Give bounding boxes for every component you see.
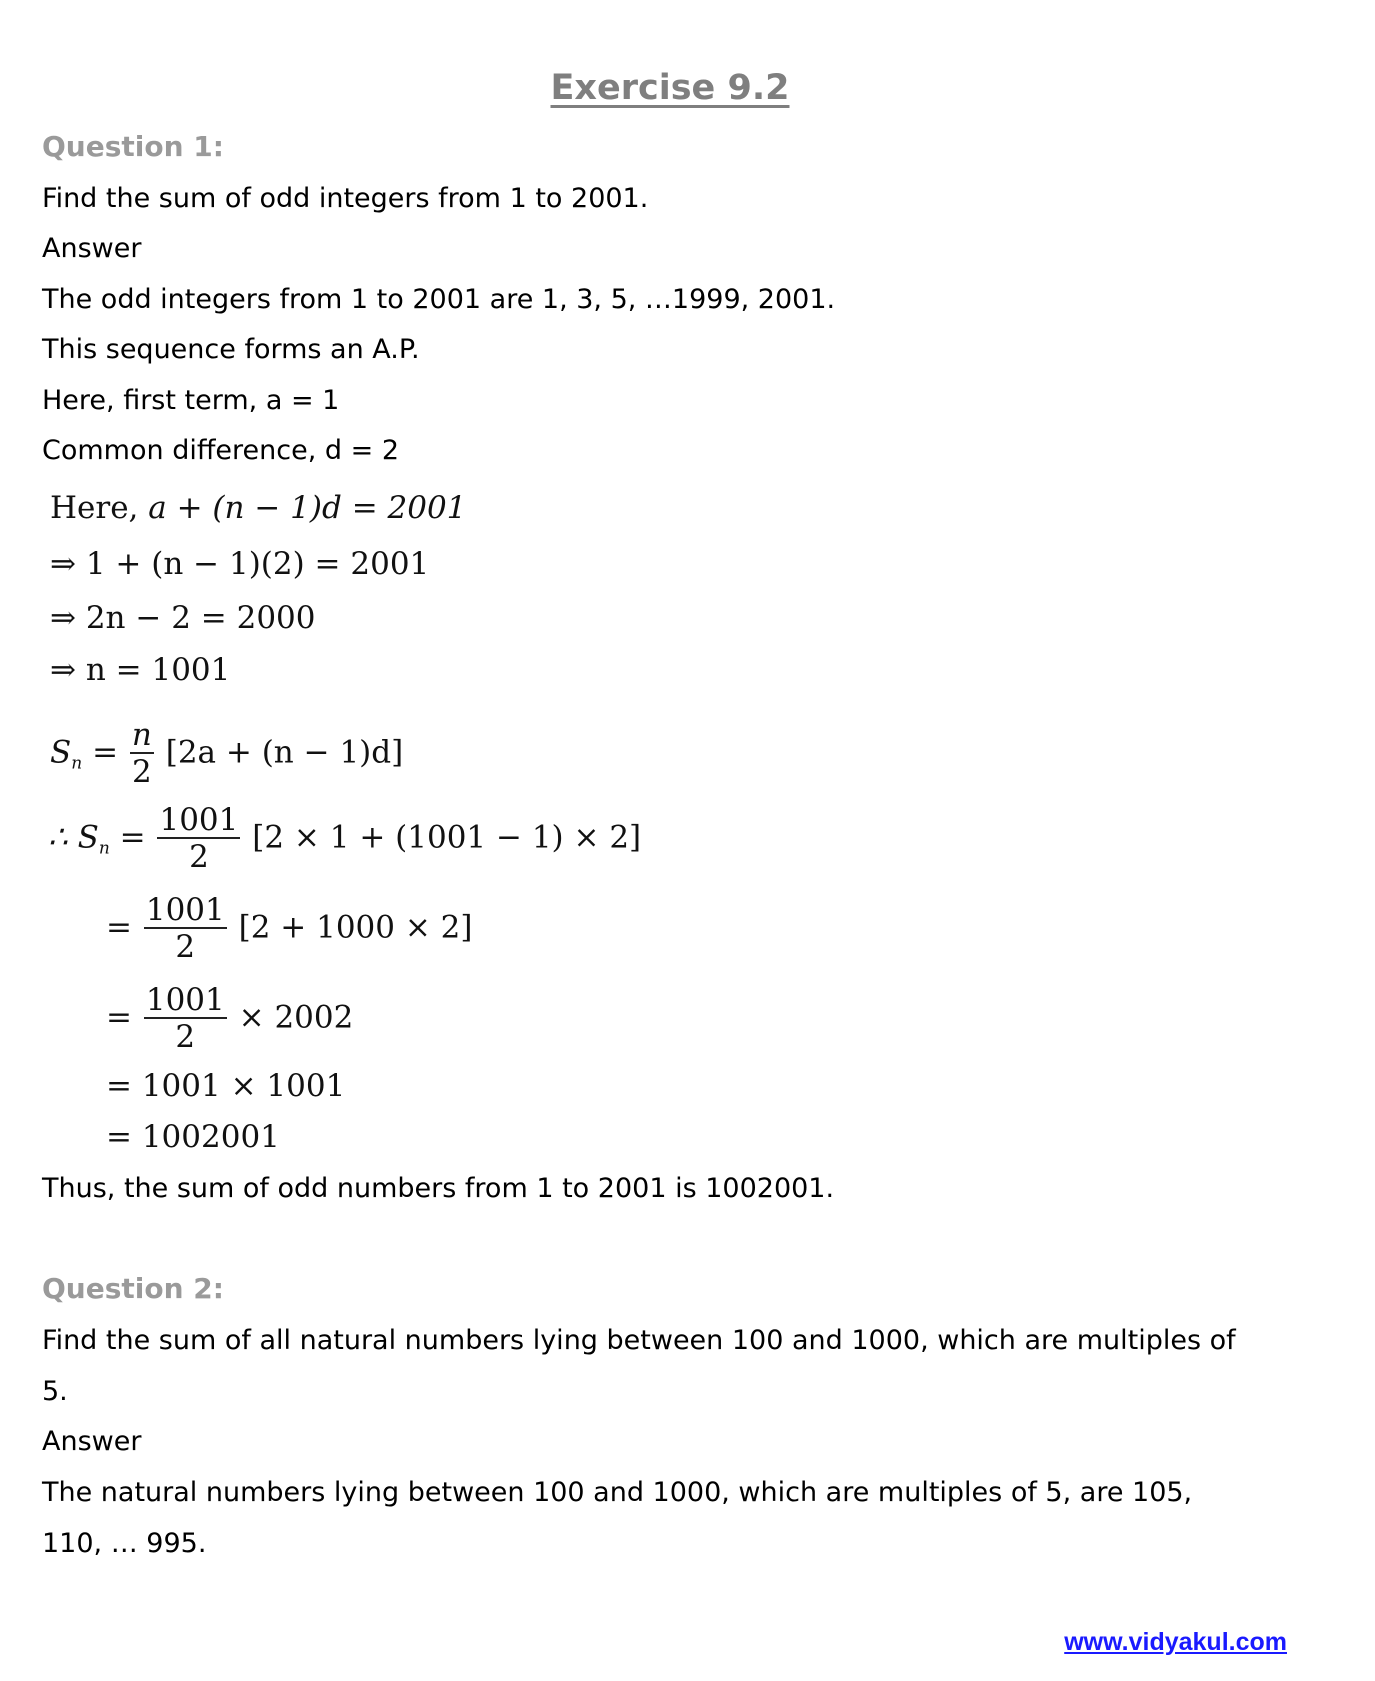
math-expr: × 2002 [238, 999, 354, 1036]
math-equals: = [92, 734, 119, 771]
math-expr: [2a + (n − 1)d] [165, 734, 404, 771]
numerator: 1001 [145, 982, 225, 1018]
numerator: n [131, 717, 152, 753]
math-equals: = [106, 999, 132, 1036]
answer-2-line: The natural numbers lying between 100 and 1000, which are multiples of 5, are 105, [42, 1477, 1193, 1508]
answer-1-line: Here, first term, a = 1 [42, 385, 340, 416]
answer-1-line: Common difference, d = 2 [42, 435, 399, 466]
math-line-1 [50, 490, 466, 526]
fraction [144, 983, 227, 1055]
answer-1-line: The odd integers from 1 to 2001 are 1, 3, 5, …1999, 2001. [42, 284, 836, 315]
math-expr: a + (n − 1)d = 2001 [148, 490, 467, 526]
fraction [130, 718, 154, 790]
math-expr: [2 × 1 + (1001 − 1) × 2] [252, 819, 642, 856]
math-line-4: ⇒ n = 1001 [50, 652, 231, 688]
page-title [0, 68, 1340, 108]
denominator: 2 [175, 929, 196, 965]
math-line-3: ⇒ 2n − 2 = 2000 [50, 600, 316, 636]
fraction [144, 893, 227, 965]
sum-step-2 [106, 893, 473, 965]
answer-1-line: This sequence forms an A.P. [42, 334, 420, 365]
footer-website-link[interactable]: www.vidyakul.com [1064, 1628, 1287, 1656]
math-equals: = [106, 909, 132, 946]
answer-2-line: 110, … 995. [42, 1528, 207, 1559]
fraction [157, 803, 240, 875]
question-2-heading: Question 2: [42, 1272, 224, 1305]
sum-step-1 [48, 803, 641, 875]
math-equals: = [119, 819, 146, 856]
answer-1-label: Answer [42, 233, 142, 264]
math-symbol: S [50, 734, 72, 771]
question-1-heading: Question 1: [42, 130, 224, 163]
math-symbol: ∴ S [48, 819, 99, 856]
question-2-text: Find the sum of all natural numbers lying between 100 and 1000, which are multiples of [42, 1325, 1236, 1356]
page-title-text: Exercise 9.2 [550, 68, 790, 108]
math-line-2: ⇒ 1 + (n − 1)(2) = 2001 [50, 546, 430, 582]
math-subscript: n [71, 753, 83, 774]
numerator: 1001 [145, 892, 225, 928]
numerator: 1001 [159, 802, 239, 838]
sum-step-4: = 1001 × 1001 [106, 1068, 346, 1104]
denominator: 2 [189, 839, 209, 875]
question-2-text: 5. [42, 1376, 68, 1407]
answer-2-label: Answer [42, 1426, 142, 1457]
denominator: 2 [175, 1019, 196, 1055]
math-text: Here, [50, 490, 139, 526]
sum-formula [50, 718, 403, 790]
sum-step-5: = 1002001 [106, 1119, 280, 1155]
question-1-text: Find the sum of odd integers from 1 to 2001. [42, 183, 649, 214]
answer-1-conclusion: Thus, the sum of odd numbers from 1 to 2001 is 1002001. [42, 1173, 835, 1204]
sum-step-3 [106, 983, 353, 1055]
math-expr: [2 + 1000 × 2] [238, 909, 473, 946]
math-subscript: n [98, 838, 110, 859]
denominator: 2 [132, 754, 152, 790]
